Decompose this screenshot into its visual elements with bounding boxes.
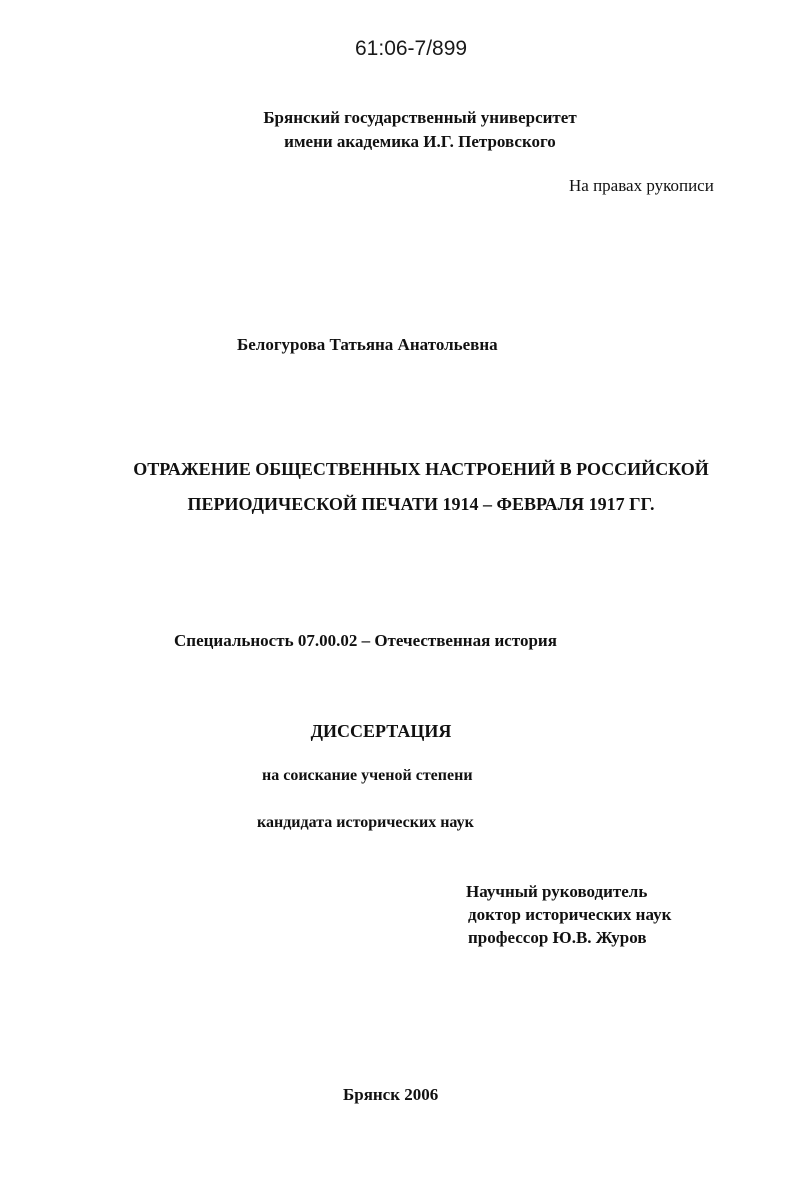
university-dedication: имени академика И.Г. Петровского: [284, 132, 556, 151]
document-type: ДИССЕРТАЦИЯ: [310, 721, 452, 741]
supervisor-label: Научный руководитель: [466, 882, 648, 901]
university-name: Брянский государственный университет: [263, 108, 577, 127]
supervisor-name: профессор Ю.В. Журов: [468, 928, 647, 947]
supervisor-degree: доктор исторических наук: [468, 905, 672, 924]
dissertation-title-line-2: ПЕРИОДИЧЕСКОЙ ПЕЧАТИ 1914 – ФЕВРАЛЯ 1917 ГГ.: [187, 494, 655, 514]
specialty: Специальность 07.00.02 – Отечественная история: [174, 631, 557, 650]
city-year: Брянск 2006: [343, 1085, 439, 1104]
manuscript-rights-note: На правах рукописи: [569, 176, 714, 195]
library-stamp-number: 61:06-7/899: [355, 37, 468, 60]
dissertation-title-line-1: ОТРАЖЕНИЕ ОБЩЕСТВЕННЫХ НАСТРОЕНИЙ В РОССИЙСКОЙ: [133, 459, 709, 479]
degree-line-1: на соискание ученой степени: [262, 767, 473, 784]
author-name: Белогурова Татьяна Анатольевна: [237, 335, 498, 354]
degree-line-2: кандидата исторических наук: [257, 814, 474, 831]
